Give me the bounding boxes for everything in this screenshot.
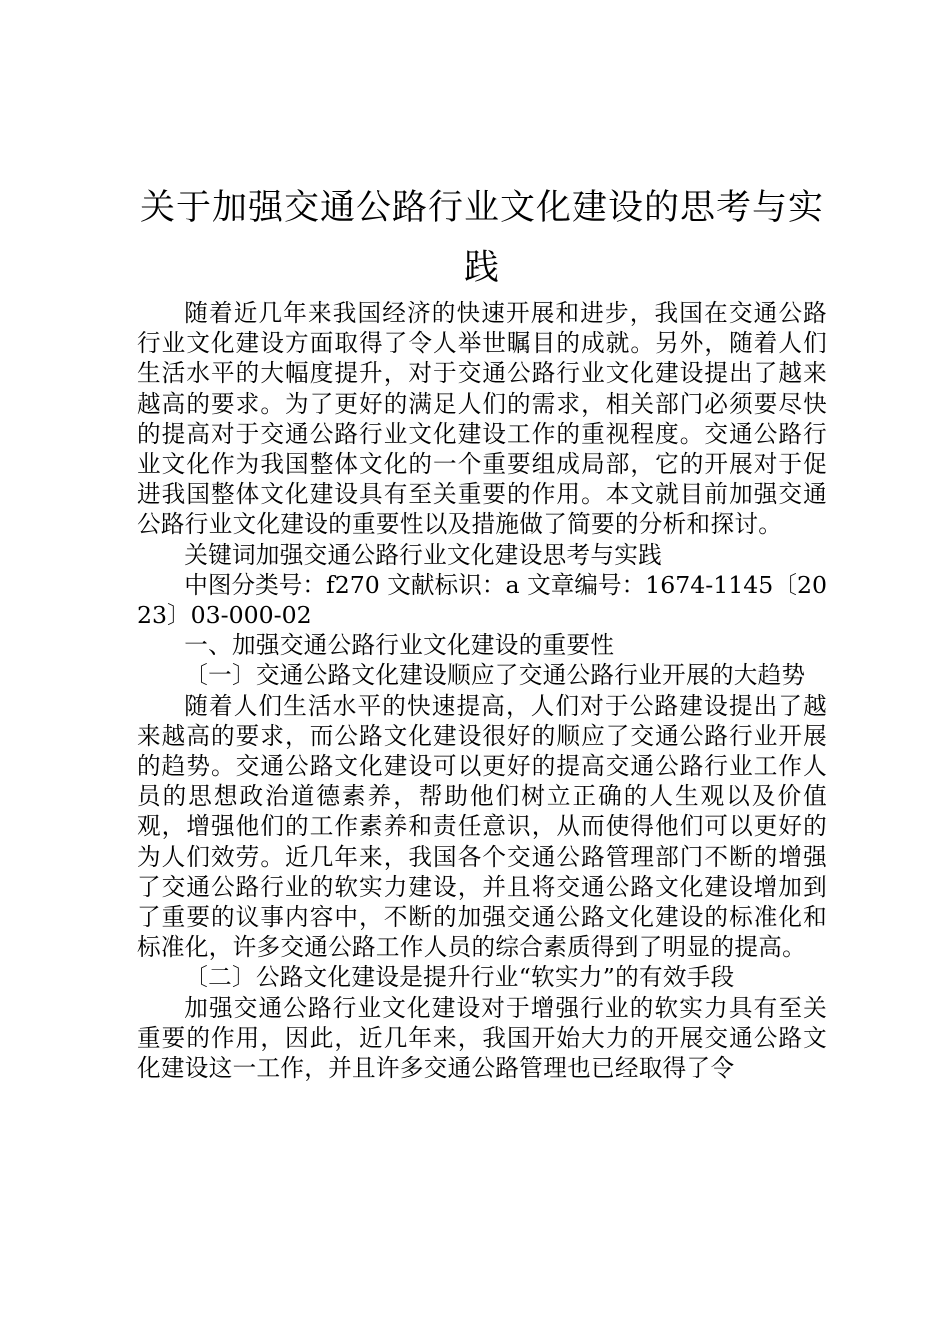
body-paragraph: 加强交通公路行业文化建设对于增强行业的软实力具有至关重要的作用，因此，近几年来，我国开始大力的开展交通公路文化建设这一工作，并且许多交通公路管理也已经取得了令 <box>137 993 827 1083</box>
keywords-line: 关键词加强交通公路行业文化建设思考与实践 <box>184 540 663 569</box>
document-title: 关于加强交通公路行业文化建设的思考与实践 <box>139 188 824 288</box>
body-paragraph: 随着人们生活水平的快速提高，人们对于公路建设提出了越来越高的要求，而公路文化建设很好的顺应了交通公路行业开展的趋势。交通公路文化建设可以更好的提高交通公路行业工作人员的思想政治道德素养，帮助他们树立正确的人生观以及价值观，增强他们的工作素养和责任意识，从而使得他们可以更好的为人们效劳。近几年来，我国各个交通公路管理部门不断的增强了交通公路行业的软实力建设，并且将交通公路文化建设增加到了重要的议事内容中，不断的加强交通公路文化建设的标准化和标准化，许多交通公路工作人员的综合素质得到了明显的提高。 <box>137 691 827 962</box>
subsection-heading-2: 〔二〕公路文化建设是提升行业“软实力”的有效手段 <box>184 963 735 992</box>
section-heading-1: 一、加强交通公路行业文化建设的重要性 <box>184 631 615 660</box>
document-page <box>137 178 827 1083</box>
abstract-paragraph: 随着近几年来我国经济的快速开展和进步，我国在交通公路行业文化建设方面取得了令人举世瞩目的成就。另外，随着人们生活水平的大幅度提升，对于交通公路行业文化建设提出了越来越高的要求。为了更好的满足人们的需求，相关部门必须要尽快的提高对于交通公路行业文化建设工作的重视程度。交通公路行业文化作为我国整体文化的一个重要组成局部，它的开展对于促进我国整体文化建设具有至关重要的作用。本文就目前加强交通公路行业文化建设的重要性以及措施做了简要的分析和探讨。 <box>137 299 827 539</box>
classification-line: 中图分类号：f270 文献标识：a 文章编号：1674-1145〔2023〕03-000-02 <box>137 570 827 630</box>
subsection-heading-1: 〔一〕交通公路文化建设顺应了交通公路行业开展的大趋势 <box>184 661 806 690</box>
